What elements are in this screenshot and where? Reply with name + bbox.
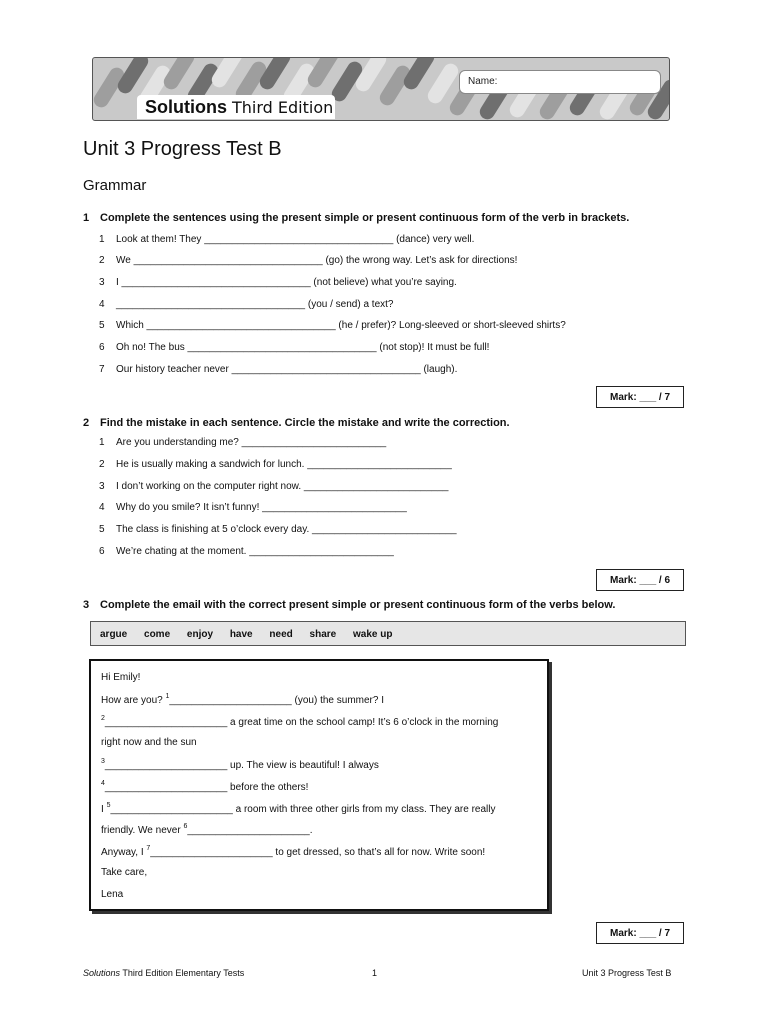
email-text: I [101,804,107,815]
word-bank [90,621,686,646]
item-number: 4 [99,299,105,310]
page-number: 1 [372,968,378,978]
word-bank-item: enjoy [186,629,214,640]
item-number: 6 [99,546,105,557]
question-number: 3 [83,599,90,611]
email-signature: Lena [101,889,124,900]
item-number: 2 [99,255,105,266]
exercise-item [99,299,393,310]
item-text: Look at them! They __________________________________ (dance) very well. [116,234,475,245]
mark-box: Mark: ___ / 6 [596,569,684,591]
email-line [101,758,379,771]
item-number: 6 [99,342,105,353]
name-field[interactable] [459,70,661,94]
exercise-item [99,342,489,353]
gap-number: 5 [106,802,111,809]
item-text: We’re chating at the moment. __________________________ [116,546,394,557]
email-greeting: Hi Emily! [101,672,141,683]
item-text: Oh no! The bus __________________________________ (not stop)! It must be full! [116,342,490,353]
exercise-item [99,320,566,331]
word-bank-item: come [144,629,171,640]
question-text: Complete the email with the correct present simple or present continuous form of the verbs below. [100,599,616,611]
item-text: Are you understanding me? __________________________ [116,437,387,448]
item-text: I don’t working on the computer right now. __________________________ [116,481,449,492]
header-banner [92,57,670,121]
page-title: Unit 3 Progress Test B [83,138,282,160]
item-number: 2 [99,459,105,470]
name-label: Name: [468,76,498,87]
gap-number: 1 [165,693,170,700]
gap-number: 3 [101,758,105,765]
item-number: 7 [99,364,105,375]
email-text: Anyway, I [101,847,147,858]
logo-brand: Solutions [145,97,227,117]
footer-left [83,968,244,978]
item-number: 5 [99,524,105,535]
item-number: 5 [99,320,105,331]
exercise-item [99,234,474,245]
question-text: Complete the sentences using the present simple or present continuous form of the verb in brackets. [100,212,630,224]
email-line [101,845,485,858]
item-number: 3 [99,481,105,492]
exercise-item [99,502,407,513]
gap-number: 6 [183,823,188,830]
email-text: ______________________ to get dressed, so that’s all for now. Write soon! [150,847,486,858]
email-text: friendly. We never [101,825,184,836]
email-text: ______________________. [187,825,313,836]
email-line: right now and the sun [101,737,197,748]
word-bank-item: need [269,629,293,640]
gap-number: 7 [146,845,151,852]
word-bank-item: argue [100,629,128,640]
item-text: The class is finishing at 5 o’clock every day. __________________________ [116,524,457,535]
exercise-item [99,524,457,535]
exercise-item [99,481,448,492]
item-number: 4 [99,502,105,513]
email-line [101,823,313,836]
email-text: ______________________ (you) the summer? I [169,695,384,706]
word-bank-item: share [309,629,337,640]
item-text: I __________________________________ (not believe) what you’re saying. [116,277,457,288]
footer-series: Solutions [83,968,121,978]
exercise-item [99,546,394,557]
solutions-logo [137,95,335,119]
logo-edition: Third Edition [232,98,334,117]
question-1-instruction [83,212,629,224]
gap-number: 2 [101,715,105,722]
item-text: Our history teacher never __________________________________ (laugh). [116,364,458,375]
email-line [101,802,496,815]
exercise-item [99,364,457,375]
question-3-instruction [83,599,615,611]
question-number: 1 [83,212,90,224]
item-text: Why do you smile? It isn’t funny! __________________________ [116,502,407,513]
word-bank-item: have [229,629,253,640]
item-text: __________________________________ (you / send) a text? [116,299,394,310]
email-line [101,715,498,728]
item-text: We __________________________________ (go) the wrong way. Let’s ask for directions! [116,255,518,266]
gap-number: 4 [101,780,105,787]
email-line [101,693,384,706]
exercise-item [99,255,517,266]
item-text: Which __________________________________ (he / prefer)? Long-sleeved or short-sleeved shirts? [116,320,566,331]
email-text: ______________________ a room with three other girls from my class. They are really [110,804,496,815]
footer-edition: Third Edition Elementary Tests [120,968,245,978]
email-text: ______________________ a great time on the school camp! It’s 6 o’clock in the morning [104,717,499,728]
word-bank-item: wake up [353,629,393,640]
email-text: ______________________ up. The view is beautiful! I always [104,760,379,771]
mark-box: Mark: ___ / 7 [596,386,684,408]
email-line [101,780,308,793]
email-closing: Take care, [101,867,148,878]
exercise-item [99,437,386,448]
section-heading: Grammar [83,177,147,194]
exercise-item [99,277,457,288]
mark-box: Mark: ___ / 7 [596,922,684,944]
exercise-item [99,459,452,470]
email-text: ______________________ before the others! [104,782,309,793]
question-2-instruction [83,417,510,429]
item-text: He is usually making a sandwich for lunch. __________________________ [116,459,452,470]
question-number: 2 [83,417,90,429]
email-text: How are you? [101,695,166,706]
item-number: 1 [99,437,105,448]
email-box [89,659,549,911]
question-text: Find the mistake in each sentence. Circle the mistake and write the correction. [100,417,510,429]
item-number: 3 [99,277,105,288]
footer-right: Unit 3 Progress Test B [582,968,672,978]
item-number: 1 [99,234,105,245]
